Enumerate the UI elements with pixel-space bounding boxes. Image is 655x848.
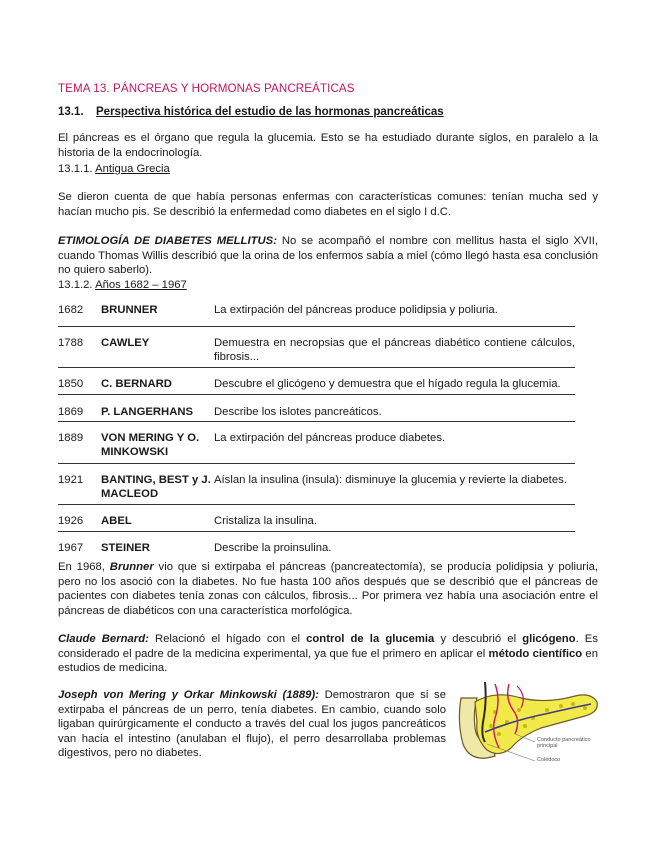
subsection-number: 13.1.1. [58,163,93,175]
description-cell: La extirpación del páncreas produce polidipsia y poliuria. [214,303,575,326]
year-cell: 1889 [58,431,101,463]
grecia-paragraph: Se dieron cuenta de que había personas enfermas con características comunes: tenían mucha sed y hacían mucho pis. Se describió la enfermedad como diabetes en el siglo I d.C. [58,191,598,218]
table-row [58,431,575,463]
duct-label: Conducto pancreático principal [537,737,591,749]
bernard-name: Claude Bernard: [58,633,149,645]
subsection-heading-grecia [58,163,170,175]
subsection-heading-anos [58,279,187,291]
brunner-name: Brunner [109,561,154,573]
name-cell: BRUNNER [101,303,214,326]
subsection-number: 13.1.2. [58,279,93,291]
topic-title: TEMA 13. PÁNCREAS Y HORMONAS PANCREÁTICAS [58,82,355,95]
year-cell: 1850 [58,377,101,394]
text-span: En 1968, [58,561,110,573]
text-span: Relacionó el hígado con el [148,633,307,645]
name-cell: CAWLEY [101,336,214,368]
table-row [58,336,575,368]
pancreas-illustration [455,682,601,766]
bold-term: método científico [488,647,583,660]
bernard-paragraph [58,632,598,676]
etymology-text: No se acompañó el nombre con mellitus hasta el siglo XVII, cuando Thomas Willis describió que la orina de los enfermos sabía a miel (cómo llegó hasta esa conclusión no quiero saberlo). [58,235,598,277]
subsection-title: Antigua Grecia [95,163,170,175]
text-span: y descubrió el [434,633,523,645]
text-span: Demostraron que si se extirpaba el páncreas de un perro, tenía diabetes. En cambio, cuando solo ligaban quirúrgicamente el conducto a través del cual los jugos pancreáticos van hacia el intestino (anulaban el flujo), el perro desarrollaba problemas digestivos, pero no diabetes. [58,689,446,760]
table-row [58,541,575,558]
name-cell: STEINER [101,541,150,554]
bile-duct-label: Colédoco [537,757,561,763]
etymology-label: ETIMOLOGÍA DE DIABETES MELLITUS: [58,235,277,247]
name-cell: ABEL [101,514,214,531]
intro-paragraph: El páncreas es el órgano que regula la glucemia. Esto se ha estudiado durante siglos, en paralelo a la historia de la endocrinología. [58,132,598,159]
description-cell: Aíslan la insulina (insula): disminuye la glucemia y revierte la diabetes. [214,473,575,505]
table-row [58,405,575,422]
mering-paragraph [58,688,446,761]
text-span: vio que si extirpaba el páncreas (pancreatectomía), se producía polidipsia y poliuria, pero no los asoció con la diabetes. No fue hasta 100 años después que se describió que el páncreas de pacientes con diabetes tenía zonas con cálculos, fibrosis... Por primera vez había una asociación entre el páncreas de diabéticos con una característica morfológica. [58,561,598,617]
pancreas-drawing [455,682,601,766]
bold-term: control de la glucemia [306,633,435,645]
year-cell: 1682 [58,303,101,326]
year-cell: 1921 [58,473,101,505]
history-table [58,303,575,558]
name-cell: P. LANGERHANS [101,405,214,422]
table-row [58,377,575,394]
name-cell: VON MERING Y O. MINKOWSKI [101,431,214,463]
section-heading [58,106,444,118]
description-cell: Describe los islotes pancreáticos. [214,405,575,422]
table-row [58,473,575,505]
brunner-paragraph [58,560,598,618]
year-cell: 1869 [58,405,101,422]
year-cell: 1967 [58,541,84,554]
description-cell: Cristaliza la insulina. [214,514,575,531]
section-title: Perspectiva histórica del estudio de las hormonas pancreáticas [96,106,444,118]
table-row [58,303,575,326]
table-row [58,514,575,531]
description-cell: Demuestra en necropsias que el páncreas diabético contiene cálculos, fibrosis... [214,336,575,368]
text-span: . Es considerado el padre de la medicina experimental, ya que fue el primero en aplicar el [58,633,598,660]
description-cell: La extirpación del páncreas produce diabetes. [214,431,575,463]
year-cell: 1788 [58,336,101,368]
text-span: en estudios de medicina. [58,647,598,675]
mering-name: Joseph von Mering y Orkar Minkowski (1889): [58,689,319,701]
subsection-title: Años 1682 – 1967 [95,279,187,291]
name-cell: C. BERNARD [101,377,214,394]
bold-term: glicógeno [522,633,576,645]
section-number: 13.1. [58,106,84,118]
description-cell: Descubre el glicógeno y demuestra que el hígado regula la glucemia. [214,377,575,394]
description-cell: Describe la proinsulina. [214,541,332,554]
year-cell: 1926 [58,514,101,531]
name-cell: BANTING, BEST y J. MACLEOD [101,473,214,505]
etymology-paragraph [58,234,598,278]
